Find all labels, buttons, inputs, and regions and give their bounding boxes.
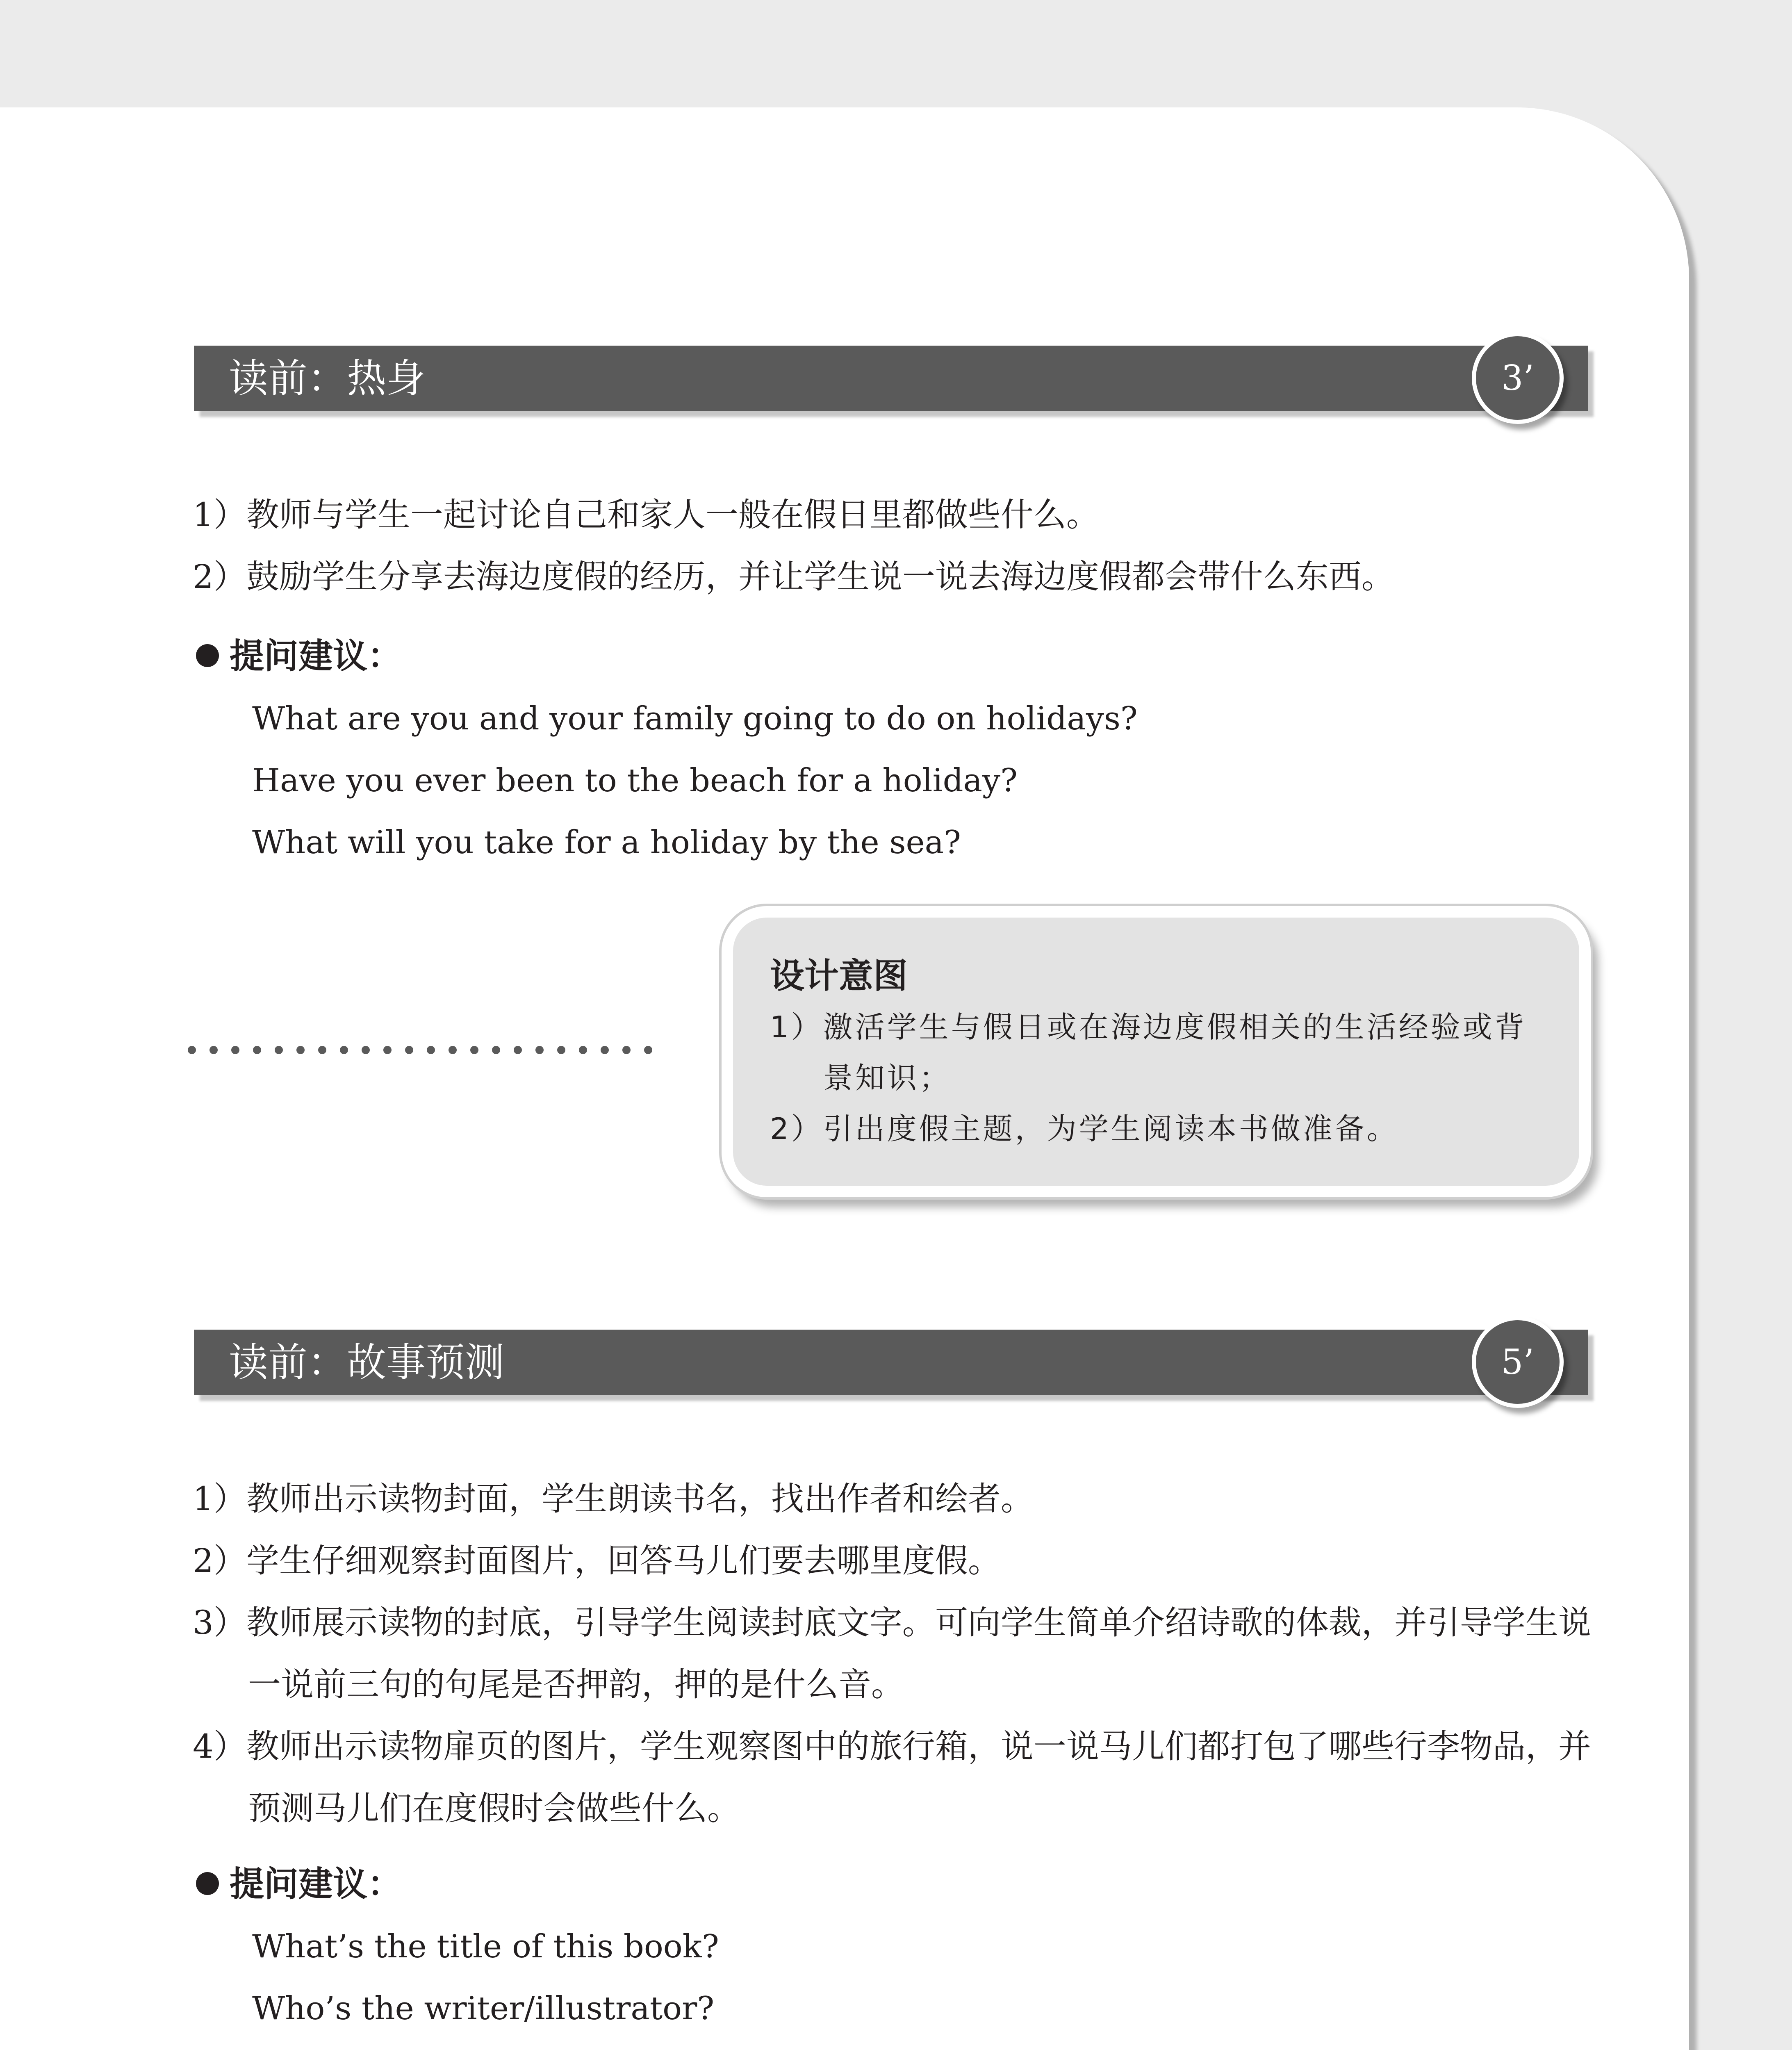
section-title: 读前：故事预测 <box>229 1339 504 1385</box>
questions-heading-text: 提问建议： <box>230 636 402 676</box>
section-header-warmup <box>194 346 1588 411</box>
section-header-prediction <box>194 1330 1588 1395</box>
list-item: 2）引出度假主题，为学生阅读本书做准备。 <box>770 1112 1399 1146</box>
warmup-steps <box>193 484 1619 608</box>
design-intent-box <box>722 906 1591 1197</box>
list-item: 1）激活学生与假日或在海边度假相关的生活经验或背景知识； <box>770 1010 1527 1095</box>
list-item: What will you take for a holiday by the sea? <box>252 824 961 861</box>
time-badge: 5’ <box>1472 1316 1564 1408</box>
list-item: 1）教师与学生一起讨论自己和家人一般在假日里都做些什么。 <box>193 496 1099 534</box>
design-intent-list <box>770 1002 1557 1154</box>
prediction-steps <box>193 1468 1619 1839</box>
question-list <box>252 688 1138 874</box>
questions-heading-text: 提问建议： <box>230 1864 402 1904</box>
bullet-icon <box>196 1872 219 1895</box>
list-item: 1）教师出示读物封面，学生朗读书名，找出作者和绘者。 <box>193 1480 1034 1518</box>
list-item: What’s the title of this book? <box>252 1928 719 1965</box>
list-item: 3）教师展示读物的封底，引导学生阅读封底文字。可向学生简单介绍诗歌的体裁，并引导学生说一说前三句的句尾是否押韵，押的是什么音。 <box>193 1604 1591 1704</box>
list-item: 2）学生仔细观察封面图片，回答马儿们要去哪里度假。 <box>193 1542 1001 1580</box>
questions-heading <box>196 1861 402 1906</box>
time-badge: 3’ <box>1472 332 1564 424</box>
list-item: Who’s the writer/illustrator? <box>252 1990 715 2027</box>
dotted-connector <box>188 1046 652 1054</box>
bullet-icon <box>196 644 219 667</box>
questions-heading <box>196 633 402 679</box>
list-item: 2）鼓励学生分享去海边度假的经历，并让学生说一说去海边度假都会带什么东西。 <box>193 558 1394 596</box>
list-item: 4）教师出示读物扉页的图片，学生观察图中的旅行箱，说一说马儿们都打包了哪些行李物品，并预测马儿们在度假时会做些什么。 <box>193 1727 1591 1827</box>
list-item: Have you ever been to the beach for a holiday? <box>252 762 1018 799</box>
list-item <box>252 2040 1059 2050</box>
design-intent-title: 设计意图 <box>770 956 908 996</box>
question-list <box>252 1916 1059 2050</box>
list-item: What are you and your family going to do on holidays? <box>252 700 1138 737</box>
section-title: 读前：热身 <box>229 355 426 401</box>
